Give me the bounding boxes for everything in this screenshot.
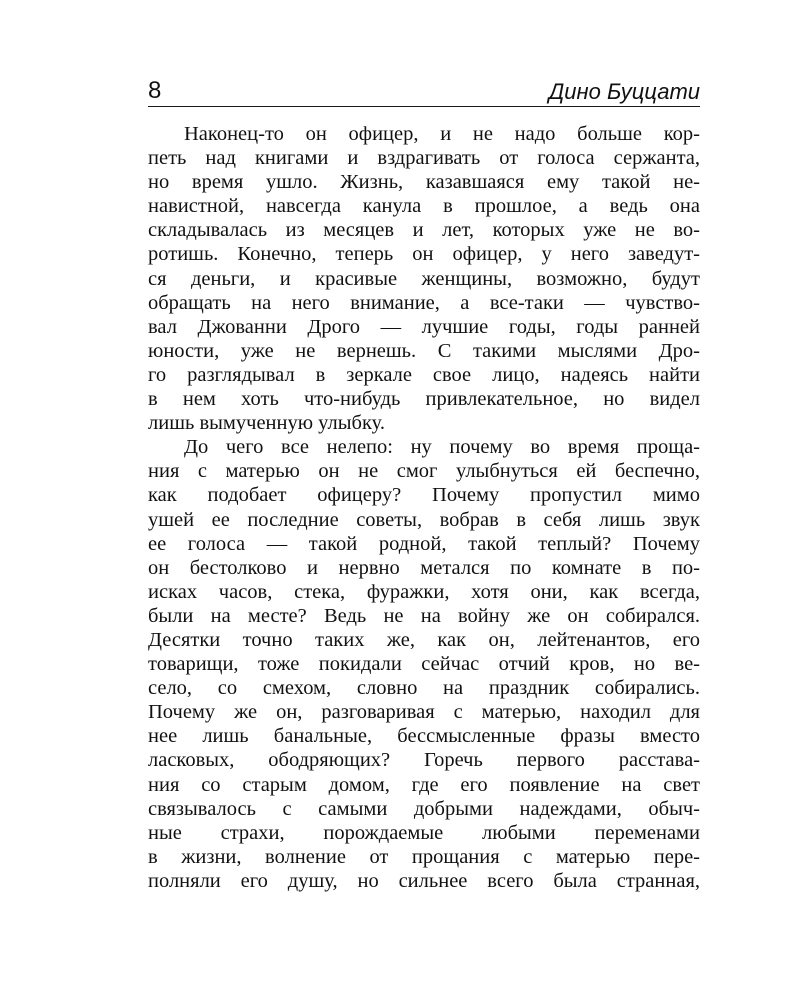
text-line: в нем хоть что-нибудь привлекательное, но видел xyxy=(148,388,700,411)
text-line: ния с матерью он не смог улыбнуться ей беспечно, xyxy=(148,460,700,483)
text-line: нее лишь банальные, бессмысленные фразы вместо xyxy=(148,725,700,748)
text-line: были на месте? Ведь не на войну же он собирался. xyxy=(148,604,700,627)
text-line: связывалось с самыми добрыми надеждами, обыч- xyxy=(148,797,700,820)
text-line: ные страхи, порождаемые любыми переменами xyxy=(148,821,700,844)
text-line: юности, уже не вернешь. С такими мыслями Дро- xyxy=(148,339,700,362)
text-line: товарищи, тоже покидали сейчас отчий кров, но ве- xyxy=(148,653,700,676)
text-line: петь над книгами и вздрагивать от голоса сержанта, xyxy=(148,147,700,170)
text-line: полняли его душу, но сильнее всего была странная, xyxy=(148,869,700,892)
text-line: Почему же он, разговаривая с матерью, находил для xyxy=(148,701,700,724)
text-line: лишь вымученную улыбку. xyxy=(148,412,385,435)
text-line: он бестолково и нервно метался по комнате в по- xyxy=(148,556,700,579)
text-line: ся деньги, и красивые женщины, возможно, будут xyxy=(148,267,700,290)
page-number: 8 xyxy=(148,77,162,104)
text-line: вал Джованни Дрого — лучшие годы, годы ранней xyxy=(148,315,700,338)
text-line: ротишь. Конечно, теперь он офицер, у него заведут- xyxy=(148,243,700,266)
text-line: село, со смехом, словно на праздник собирались. xyxy=(148,677,700,700)
text-line: го разглядывал в зеркале свое лицо, надеясь найти xyxy=(148,363,700,386)
text-line: навистной, навсегда канула в прошлое, а ведь она xyxy=(148,195,700,218)
text-line: но время ушло. Жизнь, казавшаяся ему такой не- xyxy=(148,171,700,194)
text-line: исках часов, стека, фуражки, хотя они, как всегда, xyxy=(148,580,700,603)
text-line: ушей ее последние советы, вобрав в себя лишь звук xyxy=(148,508,700,531)
text-line: как подобает офицеру? Почему пропустил мимо xyxy=(148,484,700,507)
text-line: ния со старым домом, где его появление на свет xyxy=(148,773,700,796)
text-line: Наконец-то он офицер, и не надо больше кор- xyxy=(184,123,700,145)
page-header xyxy=(148,76,700,107)
text-line: Десятки точно таких же, как он, лейтенантов, его xyxy=(148,628,700,651)
text-line: складывалась из месяцев и лет, которых уже не во- xyxy=(148,219,700,242)
text-line: обращать на него внимание, а все-таки — чувство- xyxy=(148,291,700,314)
text-line: в жизни, волнение от прощания с матерью пере- xyxy=(148,845,700,868)
text-line: ее голоса — такой родной, такой теплый? Почему xyxy=(148,532,700,555)
text-line: До чего все нелепо: ну почему во время проща- xyxy=(184,436,700,459)
text-line: ласковых, ободряющих? Горечь первого расстава- xyxy=(148,749,700,772)
body-text xyxy=(148,122,700,893)
running-title: Дино Буццати xyxy=(548,79,700,104)
